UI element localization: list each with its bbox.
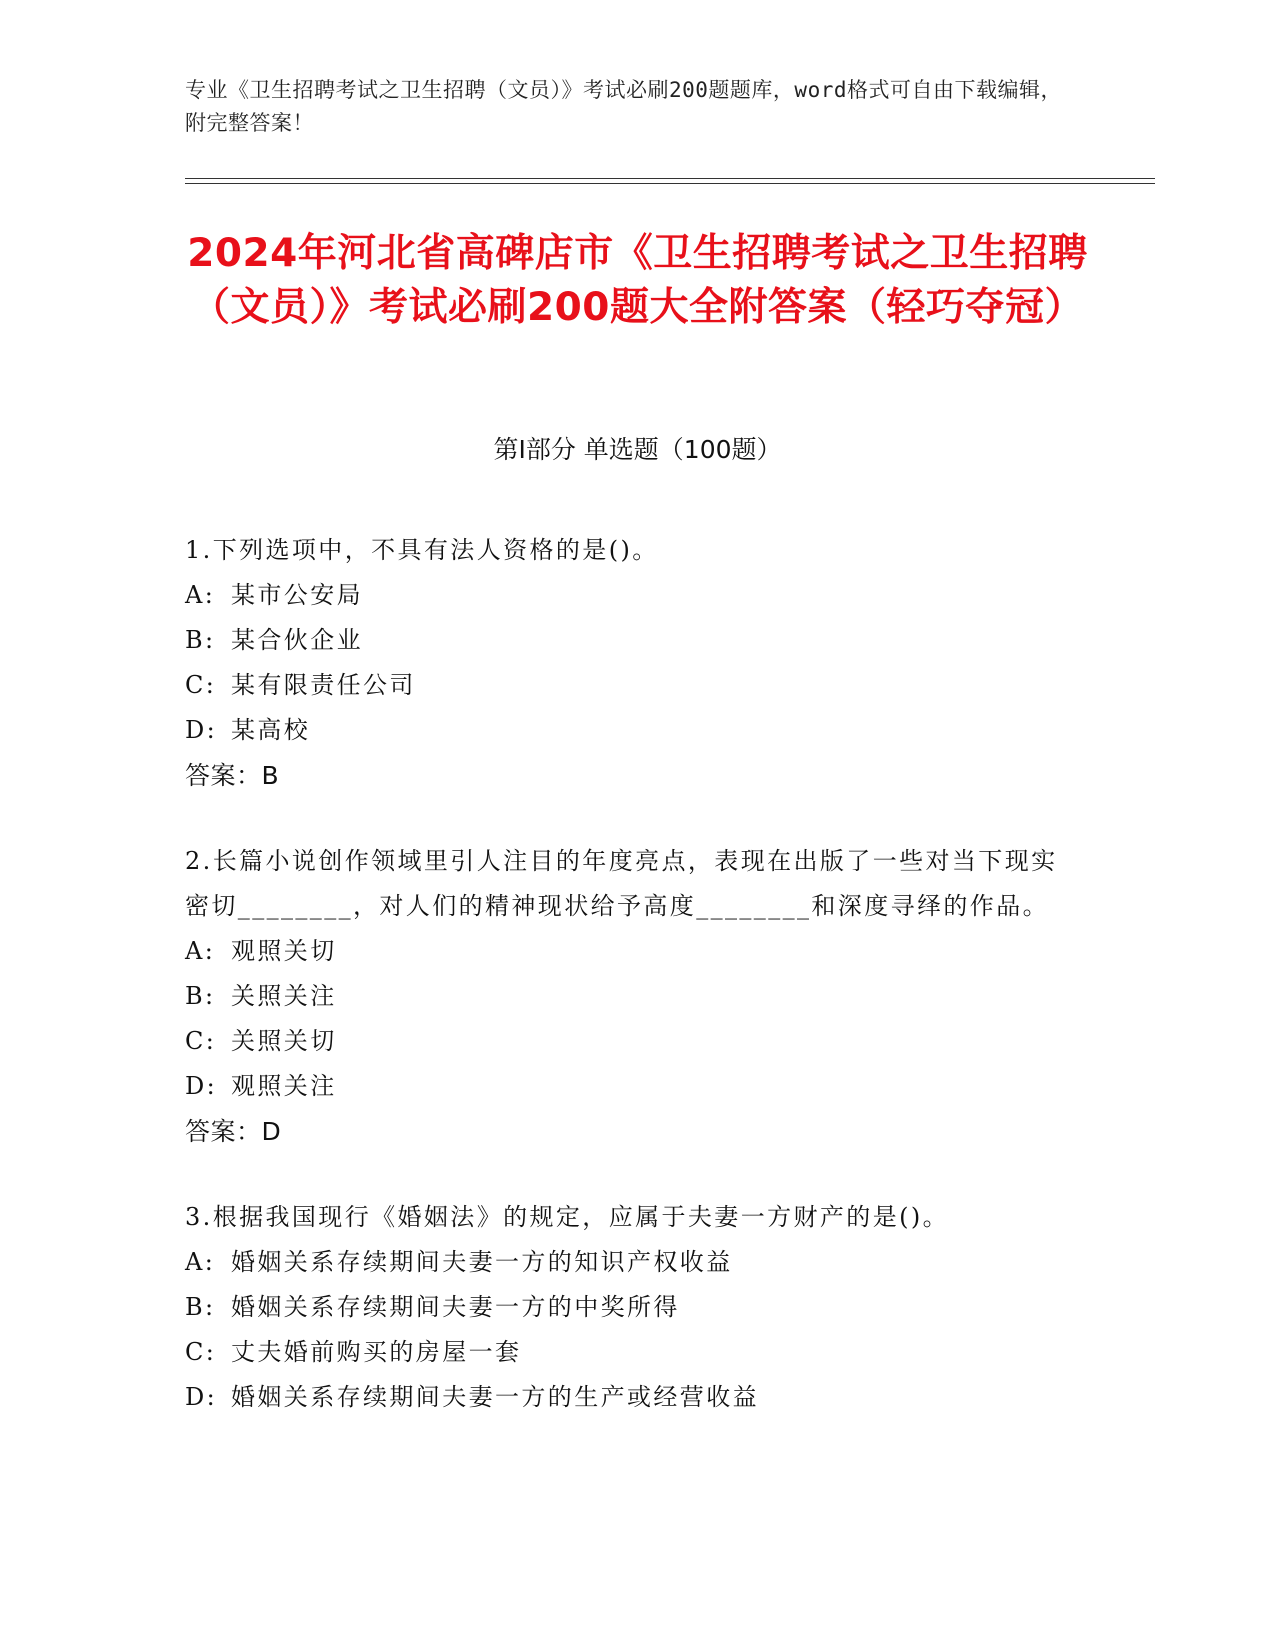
option-letter: D: xyxy=(185,716,218,744)
option-c xyxy=(185,663,1065,708)
question-list xyxy=(185,528,1065,1461)
option-b xyxy=(185,1285,1065,1330)
option-a xyxy=(185,929,1065,974)
option-text: 婚姻关系存续期间夫妻一方的知识产权收益 xyxy=(231,1248,733,1276)
question-2 xyxy=(185,839,1065,1154)
option-letter: D: xyxy=(185,1383,218,1411)
option-c xyxy=(185,1019,1065,1064)
option-letter: C: xyxy=(185,671,217,699)
option-text: 观照关注 xyxy=(231,1072,337,1100)
option-d xyxy=(185,708,1065,753)
question-1 xyxy=(185,528,1065,798)
option-letter: B: xyxy=(185,626,216,654)
option-letter: C: xyxy=(185,1338,217,1366)
answer-line: 答案：D xyxy=(185,1117,282,1146)
option-a xyxy=(185,573,1065,618)
answer-line: 答案：B xyxy=(185,761,280,790)
header-note: 专业《卫生招聘考试之卫生招聘（文员）》考试必刷200题题库，word格式可自由下载编辑，附完整答案！ xyxy=(185,78,1062,135)
question-stem: 3.根据我国现行《婚姻法》的规定，应属于夫妻一方财产的是()。 xyxy=(185,1203,950,1231)
option-text: 某合伙企业 xyxy=(231,626,363,654)
option-letter: D: xyxy=(185,1072,218,1100)
option-text: 婚姻关系存续期间夫妻一方的中奖所得 xyxy=(231,1293,680,1321)
document-title: 2024年河北省高碑店市《卫生招聘考试之卫生招聘（文员）》考试必刷200题大全附答案（轻巧夺冠） xyxy=(187,231,1088,330)
option-d xyxy=(185,1375,1065,1420)
header-divider-top xyxy=(185,178,1155,179)
option-b xyxy=(185,618,1065,663)
option-text: 婚姻关系存续期间夫妻一方的生产或经营收益 xyxy=(231,1383,759,1411)
option-text: 观照关切 xyxy=(231,937,337,965)
question-3 xyxy=(185,1195,1065,1420)
option-letter: A: xyxy=(185,581,216,609)
option-a xyxy=(185,1240,1065,1285)
option-text: 关照关注 xyxy=(231,982,337,1010)
option-text: 某市公安局 xyxy=(231,581,363,609)
option-letter: B: xyxy=(185,982,216,1010)
option-letter: C: xyxy=(185,1027,217,1055)
header-divider-bottom xyxy=(185,183,1155,184)
option-text: 关照关切 xyxy=(231,1027,337,1055)
option-text: 某有限责任公司 xyxy=(231,671,416,699)
option-text: 某高校 xyxy=(231,716,311,744)
option-text: 丈夫婚前购买的房屋一套 xyxy=(231,1338,522,1366)
option-c xyxy=(185,1330,1065,1375)
option-letter: A: xyxy=(185,1248,216,1276)
option-b xyxy=(185,974,1065,1019)
section-heading: 第Ⅰ部分 单选题（100题） xyxy=(493,435,782,464)
option-d xyxy=(185,1064,1065,1109)
option-letter: A: xyxy=(185,937,216,965)
question-stem: 2.长篇小说创作领域里引人注目的年度亮点，表现在出版了一些对当下现实密切________，对人们的精神现状给予高度________和深度寻绎的作品。 xyxy=(185,847,1058,920)
option-letter: B: xyxy=(185,1293,216,1321)
question-stem: 1.下列选项中，不具有法人资格的是()。 xyxy=(185,536,659,564)
